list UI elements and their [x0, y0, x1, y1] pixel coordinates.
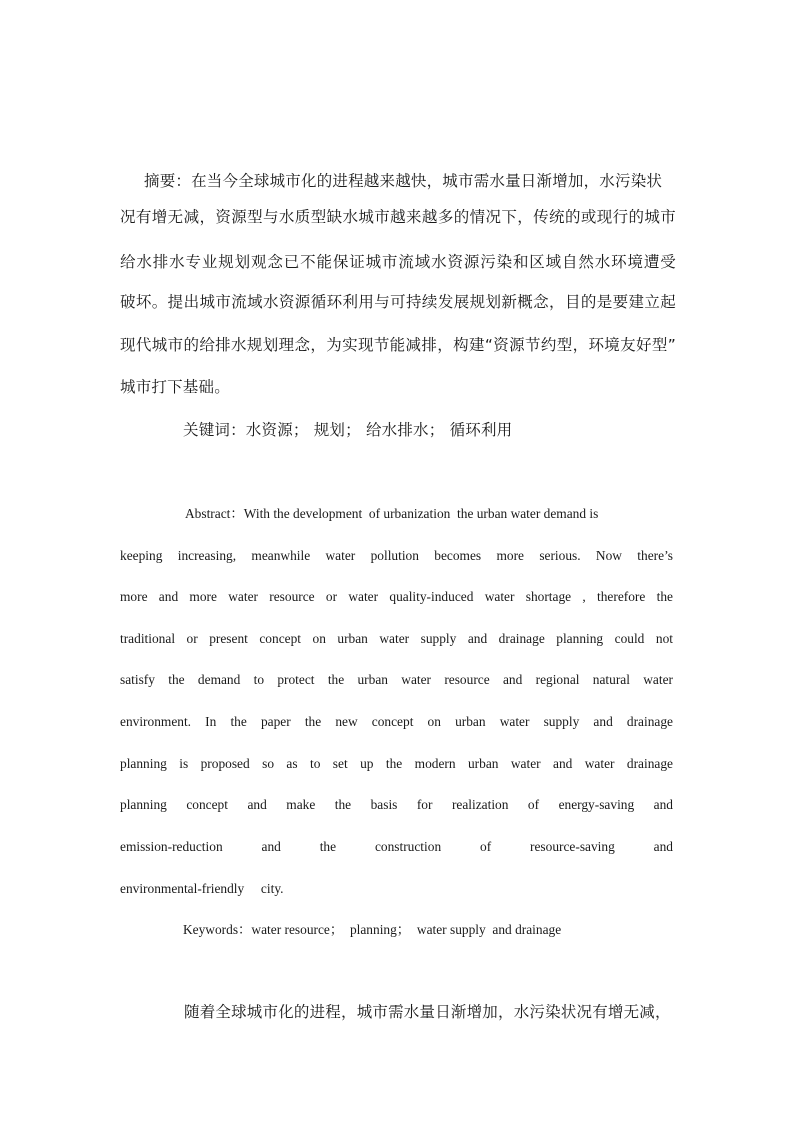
abstract-en-line: keeping increasing, meanwhile water pollution becomes more serious. Now there’s [120, 548, 673, 563]
abstract-cn-line: 给水排水专业规划观念已不能保证城市流域水资源污染和区域自然水环境遭受 [120, 253, 676, 271]
body-paragraph-line: 随着全球城市化的进程，城市需水量日渐增加，水污染状况有增无减， [184, 1003, 671, 1021]
keywords-en: Keywords：water resource； planning； water supply and drainage [183, 922, 562, 937]
abstract-en-line: traditional or present concept on urban water supply and drainage planning could not [120, 631, 673, 646]
abstract-en-line: environment. In the paper the new concept on urban water supply and drainage [120, 714, 673, 729]
abstract-cn-line: 城市打下基础。 [120, 378, 230, 396]
abstract-en-line: satisfy the demand to protect the urban water resource and regional natural water [120, 672, 673, 687]
keywords-cn: 关键词：水资源； 规划； 给水排水； 循环利用 [183, 421, 513, 439]
abstract-cn-line: 破坏。提出城市流域水资源循环利用与可持续发展规划新概念，目的是要建立起 [120, 293, 676, 311]
abstract-en-line: more and more water resource or water quality-induced water shortage , therefore the [120, 589, 673, 604]
abstract-en-line: planning concept and make the basis for realization of energy-saving and [120, 797, 673, 812]
abstract-cn-line: 摘要：在当今全球城市化的进程越来越快，城市需水量日渐增加，水污染状 [144, 172, 663, 190]
abstract-en-line: planning is proposed so as to set up the modern urban water and water drainage [120, 756, 673, 771]
abstract-cn-line: 况有增无减，资源型与水质型缺水城市越来越多的情况下，传统的或现行的城市 [120, 208, 676, 226]
abstract-cn-line: 现代城市的给排水规划理念，为实现节能减排，构建“资源节约型，环境友好型” [120, 336, 676, 354]
abstract-en-line: emission-reduction and the construction of resource-saving and [120, 839, 673, 854]
abstract-en-line: environmental-friendly city. [120, 881, 284, 896]
abstract-en-line: Abstract：With the development of urbanization the urban water demand is [185, 506, 599, 521]
